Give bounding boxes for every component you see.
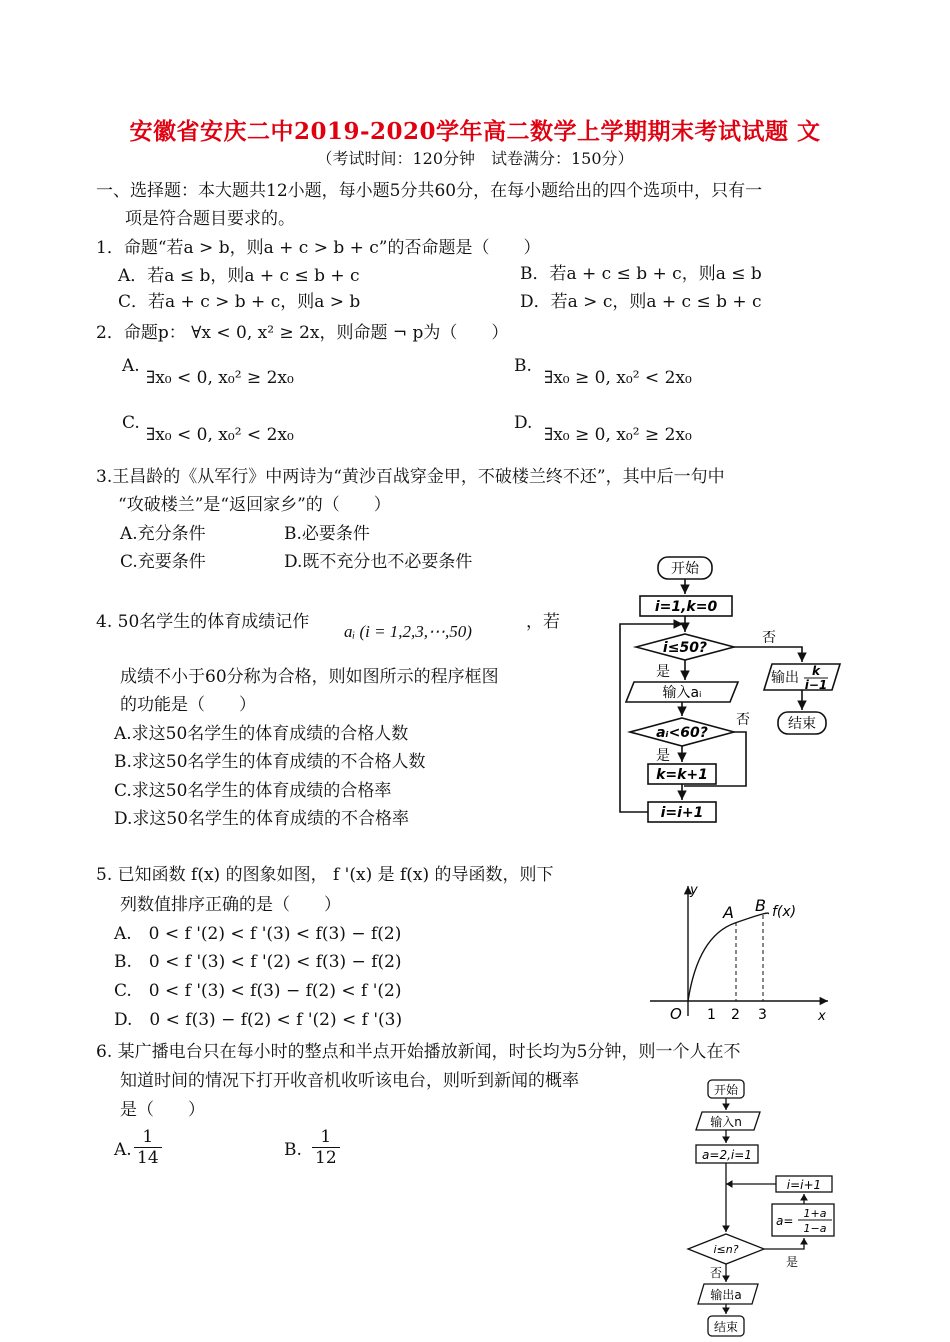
- flowchart-q6: [682, 1074, 852, 1340]
- q2-option-d-label: D.: [514, 413, 533, 433]
- flow2-assign-prefix: a=: [776, 1214, 794, 1228]
- flow2-input-text: 输入n: [710, 1115, 742, 1129]
- q5-option-a: A. 0 < f '(2) < f '(3) < f(3) − f(2): [114, 924, 402, 944]
- graph-point-b: B: [755, 896, 766, 915]
- q4-option-c: C.求这50名学生的体育成绩的合格率: [114, 781, 392, 801]
- flow2-yes-label: 是: [786, 1255, 799, 1269]
- q3-line1: 3.王昌龄的《从军行》中两诗为“黄沙百战穿金甲，不破楼兰终不还”，其中后一句中: [96, 467, 725, 487]
- graph-tick-2: 2: [731, 1007, 740, 1023]
- q5-line1: 5. 已知函数 f(x) 的图象如图， f '(x) 是 f(x) 的导函数，则下: [96, 865, 554, 885]
- q6-option-b-label: B.: [284, 1140, 302, 1160]
- q3-option-a: A.充分条件: [120, 524, 206, 544]
- q4-line3: 的功能是（ ）: [120, 695, 256, 715]
- q4-line1: 4. 50名学生的体育成绩记作: [96, 612, 310, 632]
- flow1-inc-i-text: i=i+1: [660, 805, 704, 821]
- q2-option-c-label: C.: [122, 413, 140, 433]
- exam-info: （考试时间：120分钟 试卷满分：150分）: [316, 149, 634, 168]
- q3-option-c: C.充要条件: [120, 552, 206, 572]
- flow1-output-prefix: 输出: [771, 670, 799, 686]
- flow1-yes2-label: 是: [656, 748, 670, 764]
- q3-line2: “攻破楼兰”是“返回家乡”的（ ）: [118, 495, 391, 515]
- flow1-end-text: 结束: [788, 716, 816, 732]
- graph-tick-1: 1: [707, 1007, 716, 1023]
- q5-line2: 列数值排序正确的是（ ）: [120, 895, 341, 915]
- q2-stem: 2．命题p： ∀x < 0, x² ≥ 2x，则命题 ¬ p为（ ）: [96, 323, 509, 343]
- flow1-start-text: 开始: [671, 561, 699, 577]
- q1-option-a: A．若a ≤ b，则a + c ≤ b + c: [118, 266, 360, 286]
- q3-option-d: D.既不充分也不必要条件: [284, 552, 473, 572]
- q4-formula: aᵢ (i = 1,2,3,⋯,50): [344, 622, 472, 641]
- flowchart-q4: [612, 552, 852, 837]
- graph-tick-3: 3: [758, 1007, 767, 1023]
- q2-option-b: ∃x₀ ≥ 0, x₀² < 2x₀: [544, 368, 692, 388]
- section-header-line2: 项是符合题目要求的。: [125, 209, 295, 229]
- q6-line3: 是（ ）: [120, 1100, 205, 1120]
- flow2-inc-i-text: i=i+1: [786, 1178, 822, 1192]
- graph-point-a: A: [723, 903, 734, 922]
- flow1-cond2-text: aᵢ<60?: [656, 725, 708, 741]
- flow2-cond-text: i≤n?: [713, 1243, 739, 1256]
- flow2-output-text: 输出a: [710, 1288, 742, 1302]
- flow1-output-den: i−1: [804, 678, 828, 692]
- q5-option-d: D. 0 < f(3) − f(2) < f '(2) < f '(3): [114, 1010, 403, 1030]
- flow2-init-text: a=2,i=1: [702, 1148, 752, 1162]
- graph-origin-label: O: [670, 1005, 682, 1023]
- flow2-start-text: 开始: [713, 1083, 739, 1097]
- q1-option-b: B．若a + c ≤ b + c，则a ≤ b: [520, 264, 762, 284]
- flow1-yes1-label: 是: [656, 664, 670, 680]
- q6-option-a-fraction: [134, 1127, 162, 1168]
- flow1-no2-label: 否: [736, 712, 750, 728]
- flow1-inc-k-text: k=k+1: [656, 767, 708, 783]
- q5-option-c: C. 0 < f '(3) < f(3) − f(2) < f '(2): [114, 981, 402, 1001]
- graph-y-label: y: [690, 883, 698, 898]
- q6-option-b-den: 12: [312, 1147, 340, 1168]
- q2-option-a: ∃x₀ < 0, x₀² ≥ 2x₀: [146, 368, 294, 388]
- q1-stem: 1．命题“若a > b，则a + c > b + c”的否命题是（ ）: [96, 238, 541, 258]
- q2-option-a-label: A.: [122, 356, 140, 376]
- q4-line1-tail: ，若: [526, 612, 560, 632]
- flow1-init-text: i=1,k=0: [654, 599, 718, 615]
- page-title: 安徽省安庆二中2019-2020学年高二数学上学期期末考试试题 文: [129, 118, 821, 145]
- q6-option-a-label: A.: [114, 1140, 132, 1160]
- q3-option-b: B.必要条件: [284, 524, 370, 544]
- graph-curve-label: f(x): [772, 904, 797, 920]
- flow1-no1-label: 否: [762, 630, 776, 646]
- q2-option-c: ∃x₀ < 0, x₀² < 2x₀: [146, 425, 294, 445]
- q6-option-b-num: 1: [320, 1127, 332, 1147]
- flow1-output-num: k: [812, 664, 820, 678]
- q1-option-c: C．若a + c > b + c，则a > b: [118, 292, 361, 312]
- flow1-cond1-text: i≤50?: [662, 640, 708, 656]
- q5-option-b: B. 0 < f '(3) < f '(2) < f(3) − f(2): [114, 952, 402, 972]
- q4-option-d: D.求这50名学生的体育成绩的不合格率: [114, 809, 410, 829]
- flow2-assign-num: 1+a: [803, 1207, 827, 1220]
- q6-option-a-den: 14: [134, 1147, 162, 1168]
- q1-option-d: D．若a > c，则a + c ≤ b + c: [520, 292, 762, 312]
- q6-line2: 知道时间的情况下打开收音机收听该电台，则听到新闻的概率: [120, 1071, 579, 1091]
- q6-line1: 6. 某广播电台只在每小时的整点和半点开始播放新闻，时长均为5分钟，则一个人在不: [96, 1042, 741, 1062]
- q4-option-b: B.求这50名学生的体育成绩的不合格人数: [114, 752, 426, 772]
- function-graph: [640, 876, 840, 1026]
- q4-option-a: A.求这50名学生的体育成绩的合格人数: [114, 724, 409, 744]
- flow2-assign-den: 1−a: [803, 1222, 827, 1235]
- q2-option-d: ∃x₀ ≥ 0, x₀² ≥ 2x₀: [544, 425, 692, 445]
- flow2-no-label: 否: [710, 1266, 723, 1280]
- q6-option-a-num: 1: [142, 1127, 154, 1147]
- q2-option-b-label: B.: [514, 356, 532, 376]
- graph-x-label: x: [818, 1009, 826, 1024]
- q6-option-b-fraction: [312, 1127, 340, 1168]
- flow1-input-text: 输入aᵢ: [662, 685, 702, 701]
- q4-line2: 成绩不小于60分称为合格，则如图所示的程序框图: [120, 667, 499, 687]
- flow2-end-text: 结束: [713, 1320, 739, 1334]
- section-header-line1: 一、选择题：本大题共12小题，每小题5分共60分，在每小题给出的四个选项中，只有一: [96, 181, 763, 201]
